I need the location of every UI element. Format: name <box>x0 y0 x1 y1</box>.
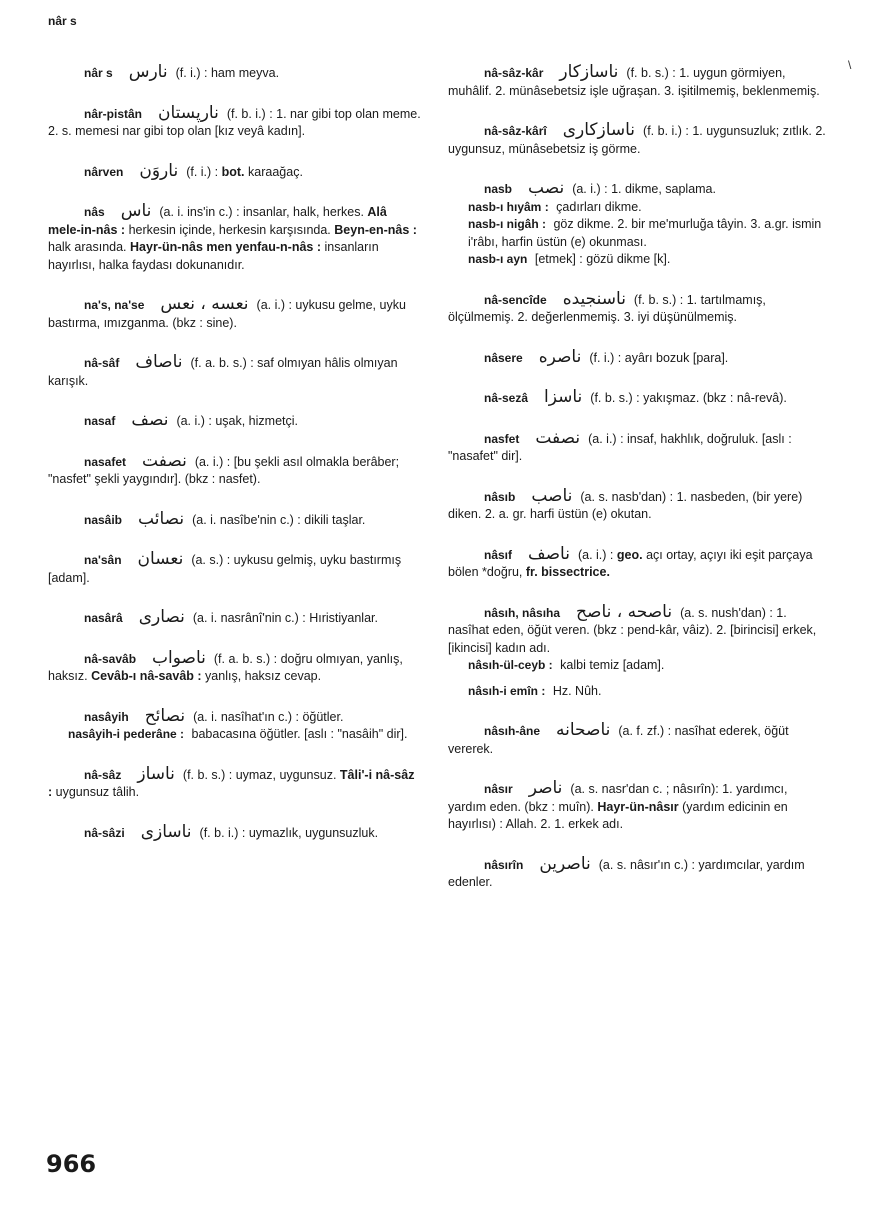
definition: (a. s. nâsır'ın c.) : yardımcılar, yardım edenler. <box>448 857 805 889</box>
margin-mark: \ <box>848 58 852 72</box>
entry-na-sazi <box>48 821 422 843</box>
headword: nasafet <box>84 454 127 469</box>
headword: nâsıf <box>484 547 513 562</box>
arabic-script: ناساز <box>137 763 175 784</box>
arabic-script: نعسان <box>137 549 184 569</box>
arabic-script: ناصف <box>528 543 570 564</box>
definition: (a. s.) : uykusu gelmiş, uyku bastırmış [adam]. <box>48 553 402 585</box>
field-label: bot. <box>221 164 245 179</box>
arabic-script: نصارى <box>138 607 185 627</box>
definition: (f. b. s.) : uymaz, uygunsuz. <box>182 767 337 782</box>
headword: nâ-sâf <box>84 356 120 370</box>
definition: (f. a. b. s.) : doğru olmıyan, yanlış, haksız. <box>48 651 403 683</box>
arabic-script: ناسازكارى <box>562 120 636 140</box>
field-label: fr. bissectrice. <box>525 565 610 579</box>
sub-headword: nasb-ı ayn <box>468 252 528 266</box>
entry-nasafet <box>48 450 422 489</box>
entry-nas <box>48 203 422 274</box>
arabic-script: ناصحه ، ناصح <box>576 601 673 622</box>
definition: (f. i.) : <box>186 164 219 179</box>
entry-na-seza <box>448 389 826 408</box>
definition: Hz. Nûh. <box>552 683 602 698</box>
left-column <box>48 64 422 864</box>
arabic-script: نصفت <box>142 450 187 471</box>
definition: (a. s. nasb'dan) : 1. nasbeden, (bir yere) diken. 2. a. gr. harfi üstün (e) okutan. <box>448 489 803 521</box>
entry-nasir <box>448 780 826 834</box>
arabic-script: ناسازكار <box>559 62 619 82</box>
definition: (yardım edicinin en hayırlısı) : Allah. 2. 1. erkek adı. <box>448 799 788 831</box>
definition: (a. i. ins'in c.) : insanlar, halk, herkes. <box>159 205 364 219</box>
arabic-script: ناصره <box>538 346 582 367</box>
entry-nasih-ane <box>448 722 826 758</box>
headword: nasâyih <box>84 709 129 724</box>
entry-na-saz-kari <box>448 122 826 158</box>
arabic-script: ناصواب <box>152 647 206 668</box>
definition: (f. i.) : ham meyva. <box>175 66 280 80</box>
entry-narven <box>48 160 422 182</box>
definition: (a. i. nasîhat'ın c.) : öğütler. <box>193 709 344 724</box>
headword: nâsıb <box>484 489 516 504</box>
headword: nâ-sâz-kâr <box>484 66 544 80</box>
entry-nasayih <box>48 705 422 744</box>
definition: insanların hayırlısı, halka faydası dokunanıdır. <box>48 240 379 272</box>
arabic-script: نارس <box>128 62 168 82</box>
sub-headword: nâsıh-i emîn : <box>468 683 546 698</box>
definition: (a. s. nush'dan) : 1. nasîhat eden, öğüt veren. (bkz : pend-kâr, vâiz). 2. [birincisi] erkek, [ikincisi] kadın adı. <box>448 605 817 655</box>
headword: na's, na'se <box>84 298 145 312</box>
arabic-script: نصائح <box>144 705 186 726</box>
entry-na-san <box>48 551 422 587</box>
headword: nasfet <box>484 431 520 446</box>
definition: babacasına öğütler. [aslı : "nasâih" dir]. <box>191 727 408 741</box>
arabic-script: نعسه ، نعس <box>160 294 249 314</box>
entry-nasfet <box>448 427 826 466</box>
sub-entry <box>448 683 826 701</box>
definition: (a. i.) : 1. dikme, saplama. <box>572 182 716 196</box>
arabic-script: نصب <box>528 178 565 198</box>
definition: (a. i.) : uşak, hizmetçi. <box>176 414 298 428</box>
definition: çadırları dikme. <box>556 199 642 214</box>
sub-entry <box>48 726 422 744</box>
headword: nâr-pistân <box>84 106 143 121</box>
arabic-script: ناروَن <box>139 160 179 181</box>
arabic-script: ناسنجيده <box>562 288 626 309</box>
headword: nâs <box>84 205 105 219</box>
definition: (f. b. s.) : yakışmaz. (bkz : nâ-revâ). <box>590 391 787 405</box>
arabic-script: نصفت <box>535 427 581 448</box>
arabic-script: ناصاف <box>135 352 183 372</box>
headword: nâ-savâb <box>84 651 137 666</box>
headword: nâ-sencîde <box>484 292 547 307</box>
definition: (a. i.) : <box>577 547 614 562</box>
definition: (a. f. zf.) : nasîhat ederek, öğüt vererek. <box>448 724 789 756</box>
definition: (a. i. nasrânî'nin c.) : Hıristiyanlar. <box>192 611 378 625</box>
headword: nâsere <box>484 350 523 365</box>
definition: [etmek] : gözü dikme [k]. <box>534 252 671 266</box>
headword: nâ-sâzi <box>84 825 125 840</box>
entry-nasaf <box>48 412 422 431</box>
headword: nâ-sâz-kârî <box>484 124 547 138</box>
definition: uygunsuz tâlih. <box>55 785 140 799</box>
entry-nasere <box>448 346 826 368</box>
headword: nâsıh-âne <box>484 724 541 738</box>
entry-nasaib <box>48 508 422 530</box>
entry-nar-pistan <box>48 102 422 141</box>
headword: nâr s <box>84 66 113 80</box>
field-label: geo. <box>616 547 643 562</box>
headword: nâ-sezâ <box>484 391 529 405</box>
entry-nasirin <box>448 853 826 892</box>
entry-nasif <box>448 543 826 582</box>
entry-nasih <box>448 601 826 701</box>
arabic-script: نصف <box>131 410 169 430</box>
definition: (a. i. nasîbe'nin c.) : dikili taşlar. <box>192 512 366 527</box>
sub-headword: nasb-ı hıyâm : <box>468 199 549 214</box>
arabic-script: ناصرين <box>539 853 591 874</box>
sub-entry <box>448 657 826 675</box>
headword: nasâib <box>84 512 123 527</box>
entry-na-saz <box>48 763 422 802</box>
entry-nasib <box>448 485 826 524</box>
definition: (f. b. i.) : 1. nar gibi top olan meme. 2. s. memesi nar gibi top olan [kız veyâ kadın]. <box>48 106 421 138</box>
definition: (a. i.) : insaf, hakhlık, doğruluk. [aslı : "nasafet" dir]. <box>448 431 792 463</box>
phrase: Hayr-ün-nâsır <box>597 799 679 814</box>
entry-nasara <box>48 609 422 628</box>
arabic-script: ناصب <box>531 485 573 506</box>
sub-headword: nâsıh-ül-ceyb : <box>468 658 553 672</box>
entry-nas-na-se <box>48 296 422 332</box>
phrase: Beyn-en-nâs : <box>334 222 417 237</box>
headword: nâsıh, nâsıha <box>484 605 561 620</box>
entry-na-sencide <box>448 288 826 327</box>
definition: herkesin içinde, herkesin karşısında. <box>128 222 331 237</box>
headword: nasaf <box>84 414 116 428</box>
phrase: Alâ mele-in-nâs : <box>48 205 387 237</box>
headword: nâ-sâz <box>84 767 122 782</box>
entry-na-savab <box>48 647 422 686</box>
sub-headword: nasâyih-i pederâne : <box>68 727 185 741</box>
arabic-script: نصائب <box>138 508 185 529</box>
arabic-script: ناصحانه <box>556 720 611 740</box>
headword: nârven <box>84 164 124 179</box>
arabic-script: نارپستان <box>158 102 219 123</box>
definition: göz dikme. 2. bir me'murluğa tâyin. 3. a.gr. ismin i'râbı, harfin üstün (e) okunması. <box>468 217 822 249</box>
definition: (a. i.) : [bu şekli asıl olmakla berâber; "nasfet" şekli yaygındır]. (bkz : nasfet). <box>48 454 400 486</box>
definition: (f. b. i.) : uymazlık, uygunsuzluk. <box>199 825 379 840</box>
sub-headword: nasb-ı nigâh : <box>468 217 546 231</box>
definition: (a. i.) : uykusu gelme, uyku bastırma, ımızganma. (bkz : sine). <box>48 298 406 330</box>
headword: na'sân <box>84 553 122 567</box>
definition: karaağaç. <box>248 164 303 179</box>
definition: (f. a. b. s.) : saf olmıyan hâlis olmıyan karışık. <box>48 356 398 388</box>
sub-entry <box>448 251 826 269</box>
phrase: Tâli'-i nâ-sâz : <box>48 767 415 799</box>
definition: (f. b. s.) : 1. tartılmamış, ölçülmemiş. 2. değerlenmemiş. 3. iyi düşünülmemiş. <box>448 292 766 324</box>
phrase: Hayr-ün-nâs men yenfau-n-nâs : <box>130 240 322 254</box>
entry-nasb <box>448 180 826 269</box>
sub-entry <box>448 216 826 251</box>
headword: nasb <box>484 182 513 196</box>
headword: nâsır <box>484 782 513 796</box>
arabic-script: ناس <box>120 201 152 221</box>
definition: (a. s. nasr'dan c. ; nâsırîn): 1. yardımcı, yardım eden. (bkz : muîn). <box>448 782 788 814</box>
definition: yanlış, haksız cevap. <box>205 669 322 683</box>
definition: kalbi temiz [adam]. <box>560 658 665 672</box>
entry-nars <box>48 64 422 83</box>
definition: açı ortay, açıyı iki eşit parçaya bölen *doğru, <box>448 547 813 579</box>
page-number: 966 <box>46 1150 97 1178</box>
phrase: Cevâb-ı nâ-savâb : <box>91 669 202 683</box>
definition: (f. b. i.) : 1. uygunsuzluk; zıtlık. 2. uygunsuz, münâsebetsiz iş görme. <box>448 124 826 156</box>
definition: halk arasında. <box>48 240 127 254</box>
right-column <box>448 64 826 914</box>
entry-na-saz-kar <box>448 64 826 100</box>
arabic-script: ناسازى <box>140 821 192 842</box>
headword: nâsırîn <box>484 857 524 872</box>
entry-na-saf <box>48 354 422 390</box>
definition: (f. b. s.) : 1. uygun görmiyen, muhâlif. 2. münâsebetsiz işle uğraşan. 3. işitilmemiş, beklenmemiş. <box>448 66 820 98</box>
arabic-script: ناسزا <box>544 387 583 407</box>
running-head: nâr s <box>48 14 77 28</box>
arabic-script: ناصر <box>528 778 563 798</box>
definition: (f. i.) : ayârı bozuk [para]. <box>589 350 729 365</box>
sub-entry <box>448 199 826 217</box>
headword: nasârâ <box>84 611 123 625</box>
